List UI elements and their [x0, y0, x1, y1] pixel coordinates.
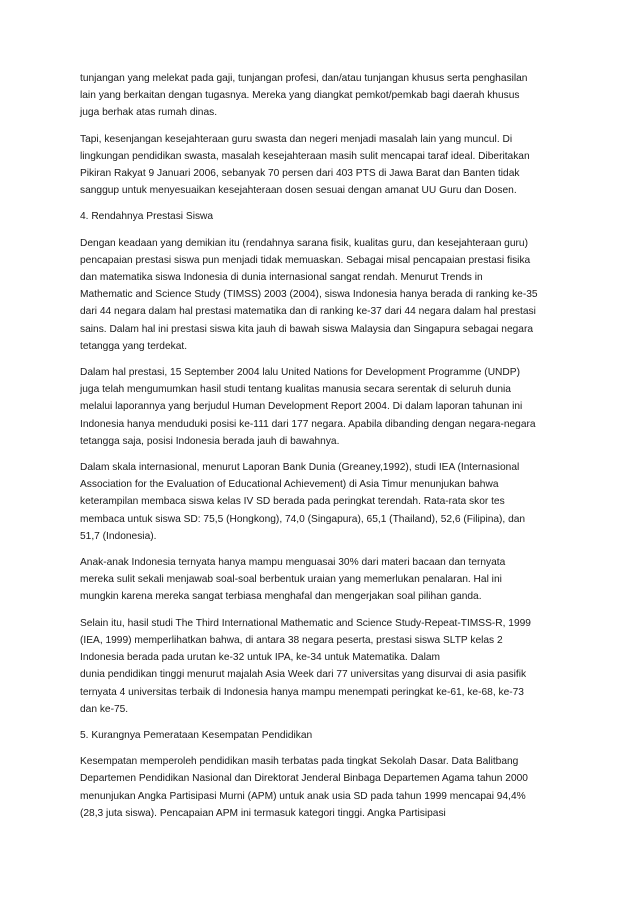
text-line: (IEA, 1999) memperlihatkan bahwa, di antara 38 negara peserta, prestasi siswa SLTP kelas 2 [80, 634, 503, 646]
text-line: 51,7 (Indonesia). [80, 530, 157, 542]
text-line: dan ke-75. [80, 703, 129, 715]
text-line: dunia pendidikan tinggi menurut majalah Asia Week dari 77 universitas yang disurvai di asia pasifik [80, 669, 527, 681]
text-line: Dengan keadaan yang demikian itu (rendahnya sarana fisik, kualitas guru, dan kesejahteraan guru) [80, 237, 528, 249]
text-line: lain yang berkaitan dengan tugasnya. Mereka yang diangkat pemkot/pemkab bagi daerah khusus [80, 90, 520, 102]
paragraph-kesempatan [80, 753, 570, 822]
text-line: Kesempatan memperoleh pendidikan masih terbatas pada tingkat Sekolah Dasar. Data Balitbang [80, 756, 519, 768]
text-line: ternyata 4 universitas terbaik di Indonesia hanya mampu menempati peringkat ke-61, ke-68, ke-73 [80, 686, 524, 698]
text-line: lingkungan pendidikan swasta, masalah kesejahteraan masih sulit mencapai taraf ideal. Diberitakan [80, 150, 530, 162]
text-line: tetangga yang terdekat. [80, 340, 188, 352]
section-heading-5: 5. Kurangnya Pemerataan Kesempatan Pendidikan [80, 729, 313, 741]
text-line: Dalam hal prestasi, 15 September 2004 lalu United Nations for Development Programme (UNDP) [80, 367, 520, 379]
text-line: menunjukan Angka Partisipasi Murni (APM) untuk anak usia SD pada tahun 1999 mencapai 94,4% [80, 790, 526, 802]
text-line: membaca untuk siswa SD: 75,5 (Hongkong), 74,0 (Singapura), 65,1 (Thailand), 52,6 (Filipina), dan [80, 513, 526, 525]
text-line: Tapi, kesenjangan kesejahteraan guru swasta dan negeri menjadi masalah lain yang muncul. Di [80, 133, 513, 145]
text-line: juga berhak atas rumah dinas. [80, 107, 218, 119]
text-line: Departemen Pendidikan Nasional dan Direktorat Jenderal Binbaga Departemen Agama tahun 2000 [80, 773, 528, 785]
paragraph-kesenjangan [80, 131, 570, 200]
paragraph-bank-dunia [80, 459, 570, 545]
text-line: Mathematic and Science Study (TIMSS) 2003 (2004), siswa Indonesia hanya berada di ranking ke-35 [80, 289, 538, 301]
text-line: juga telah mengumumkan hasil studi tentang kualitas manusia secara serentak di seluruh dunia [80, 384, 511, 396]
text-line: (28,3 juta siswa). Pencapaian APM ini termasuk kategori tinggi. Angka Partisipasi [80, 807, 446, 819]
text-line: melalui laporannya yang berjudul Human Development Report 2004. Di dalam laporan tahunan ini [80, 401, 523, 413]
text-line: Association for the Evaluation of Educational Achievement) di Asia Timur menunjukan bahwa [80, 479, 499, 491]
text-line: mereka sulit sekali menjawab soal-soal berbentuk uraian yang memerlukan penalaran. Hal ini [80, 574, 502, 586]
text-line: keterampilan membaca siswa kelas IV SD berada pada peringkat terendah. Rata-rata skor tes [80, 496, 505, 508]
paragraph-timss-r [80, 615, 570, 718]
text-line: tunjangan yang melekat pada gaji, tunjangan profesi, dan/atau tunjangan khusus serta penghasilan [80, 73, 528, 84]
text-line: mungkin karena mereka sangat terbiasa menghafal dan mengerjakan soal pilihan ganda. [80, 591, 482, 603]
section-heading-4: 4. Rendahnya Prestasi Siswa [80, 211, 214, 223]
paragraph-anak-anak [80, 554, 570, 606]
text-line: Selain itu, hasil studi The Third International Mathematic and Science Study-Repeat-TIMSS-R, 1999 [80, 617, 531, 629]
text-line: Anak-anak Indonesia ternyata hanya mampu menguasai 30% dari materi bacaan dan ternyata [80, 557, 506, 569]
paragraph-prestasi [80, 235, 570, 355]
text-line: dan matematika siswa Indonesia di dunia internasional sangat rendah. Menurut Trends in [80, 272, 483, 284]
text-line: pencapaian prestasi siswa pun menjadi tidak memuaskan. Sebagai misal pencapaian prestasi fisika [80, 254, 531, 266]
text-line: dari 44 negara dalam hal prestasi matematika dan di ranking ke-37 dari 44 negara dalam hal prestasi [80, 306, 536, 318]
text-line: tetangga saja, posisi Indonesia berada jauh di bawahnya. [80, 435, 340, 447]
text-line: Indonesia hanya menduduki posisi ke-111 dari 177 negara. Apabila dibanding dengan negara-negara [80, 418, 536, 430]
text-line: Pikiran Rakyat 9 Januari 2006, sebanyak 70 persen dari 403 PTS di Jawa Barat dan Banten tidak [80, 168, 520, 180]
paragraph-undp [80, 364, 570, 450]
text-line: Indonesia berada pada urutan ke-32 untuk IPA, ke-34 untuk Matematika. Dalam [80, 652, 440, 664]
document-page [80, 70, 570, 831]
text-line: Dalam skala internasional, menurut Laporan Bank Dunia (Greaney,1992), studi IEA (Internasional [80, 462, 520, 474]
text-line: sanggup untuk menyesuaikan kesejahteraan dosen sesuai dengan amanat UU Guru dan Dosen. [80, 185, 517, 197]
text-line: sains. Dalam hal ini prestasi siswa kita jauh di bawah siswa Malaysia dan Singapura sebagai negara [80, 323, 534, 335]
paragraph-tunjangan [80, 70, 570, 122]
